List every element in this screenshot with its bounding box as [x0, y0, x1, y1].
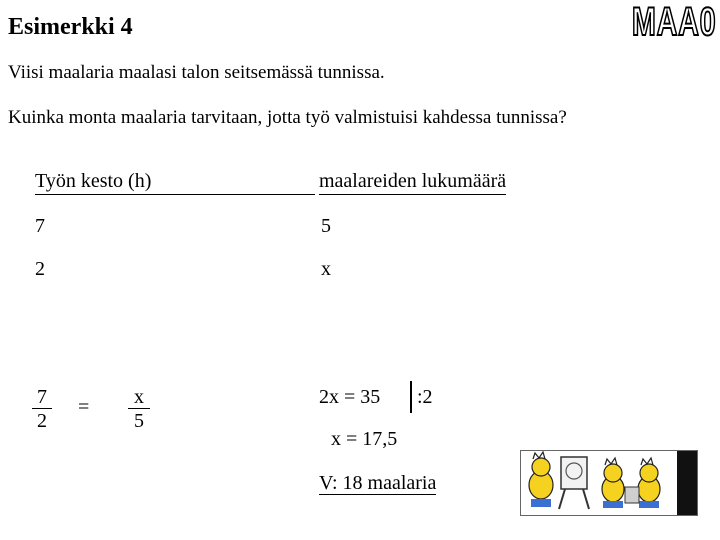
fraction-right-denominator: 5	[134, 410, 144, 432]
result: x = 17,5	[331, 428, 398, 450]
row2-painters: x	[321, 258, 331, 280]
header-duration: Työn kesto (h)	[35, 170, 315, 195]
equation: 2x = 35	[319, 386, 381, 408]
operation-bar	[410, 381, 412, 413]
fraction-left	[32, 386, 52, 433]
page-title: Esimerkki 4	[8, 14, 133, 40]
row1-duration: 7	[35, 215, 45, 237]
painter-birds-icon	[521, 451, 697, 515]
fraction-right	[128, 386, 150, 433]
header-painters: maalareiden lukumäärä	[319, 170, 506, 195]
fraction-right-numerator: x	[128, 386, 150, 409]
row2-duration: 2	[35, 258, 45, 280]
fraction-left-numerator: 7	[32, 386, 52, 409]
equals-sign: =	[78, 396, 90, 418]
fraction-left-denominator: 2	[37, 410, 47, 432]
problem-statement: Viisi maalaria maalasi talon seitsemässä tunnissa.	[8, 62, 385, 83]
painter-birds-clipart	[520, 450, 698, 516]
answer: V: 18 maalaria	[319, 472, 437, 494]
operation: :2	[417, 386, 433, 408]
maa0-logo: MAA0	[631, 0, 716, 44]
row1-painters: 5	[321, 215, 331, 237]
problem-question: Kuinka monta maalaria tarvitaan, jotta työ valmistuisi kahdessa tunnissa?	[8, 107, 567, 128]
